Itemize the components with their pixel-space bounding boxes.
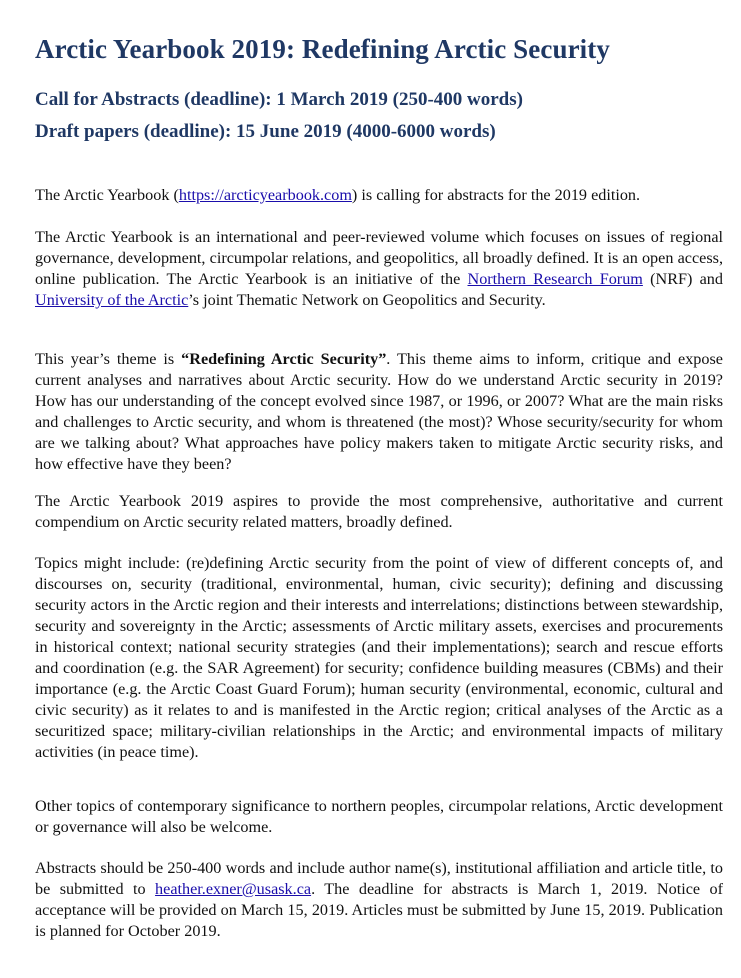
about-paragraph [35, 227, 723, 311]
northern-research-forum-link[interactable]: Northern Research Forum [467, 270, 643, 288]
theme-paragraph [35, 349, 723, 475]
about-text-after: ’s joint Thematic Network on Geopolitics and Security. [188, 291, 546, 309]
intro-text-before: The Arctic Yearbook ( [35, 186, 179, 204]
submission-text-before: Abstracts should be 250-400 words and include author name(s), institutional affiliation and article title, to be submitted to [35, 859, 723, 898]
aspiration-paragraph: The Arctic Yearbook 2019 aspires to provide the most comprehensive, authoritative and current compendium on Arctic security related matters, broadly defined. [35, 492, 723, 531]
university-of-the-arctic-link[interactable]: University of the Arctic [35, 291, 189, 309]
theme-text-before: This year’s theme is [35, 350, 182, 368]
submission-paragraph [35, 858, 723, 942]
about-text-middle: (NRF) and [642, 270, 723, 288]
theme-name: “Redefining Arctic Security” [181, 350, 387, 368]
abstracts-deadline: Call for Abstracts (deadline): 1 March 2019 (250-400 words) [35, 89, 523, 110]
drafts-deadline: Draft papers (deadline): 15 June 2019 (4000-6000 words) [35, 121, 496, 142]
submission-text-after: . The deadline for abstracts is March 1, 2019. Notice of acceptance will be provided on March 15, 2019. Articles must be submitted by June 15, 2019. Publication is planned for October 2019. [35, 880, 723, 940]
document-title: Arctic Yearbook 2019: Redefining Arctic Security [35, 34, 610, 64]
email-link[interactable]: heather.exner@usask.ca [155, 880, 312, 898]
intro-text-after: ) is calling for abstracts for the 2019 edition. [351, 186, 641, 204]
intro-paragraph [35, 185, 723, 206]
theme-text-after: . This theme aims to inform, critique and expose current analyses and narratives about Arctic security. How do we understand Arctic security in 2019? How has our understanding of the concept evolved since 1987, or 1996, or 2007? What are the main risks and challenges to Arctic security, and whom is threatened (the most)? Whose security/security for whom are we talking about? What approaches have policy makers taken to mitigate Arctic security risks, and how effective have they been? [35, 350, 723, 473]
arctic-yearbook-link[interactable]: https://arcticyearbook.com [178, 186, 352, 204]
other-topics-paragraph: Other topics of contemporary significance to northern peoples, circumpolar relations, Arctic development or governance will also be welcome. [35, 797, 723, 836]
about-text-before: The Arctic Yearbook is an international and peer-reviewed volume which focuses on issues of regional governance, development, circumpolar relations, and geopolitics, all broadly defined. It is an open access, online publication. The Arctic Yearbook is an initiative of the [35, 228, 723, 288]
topics-paragraph: Topics might include: (re)defining Arctic security from the point of view of different concepts of, and discourses on, security (traditional, environmental, human, civic security); defining and discussing security actors in the Arctic region and their interests and interrelations; distinctions between stewardship, security and sovereignty in the Arctic; assessments of Arctic military assets, exercises and procurements in historical context; national security strategies (and their implementations); search and rescue efforts and coordination (e.g. the SAR Agreement) for security; confidence building measures (CBMs) and their importance (e.g. the Arctic Coast Guard Forum); human security (environmental, economic, cultural and civic security) as it relates to and is manifested in the Arctic region; critical analyses of the Arctic as a securitized space; military-civilian relationships in the Arctic; and environmental impacts of military activities (in peace time). [35, 554, 723, 761]
